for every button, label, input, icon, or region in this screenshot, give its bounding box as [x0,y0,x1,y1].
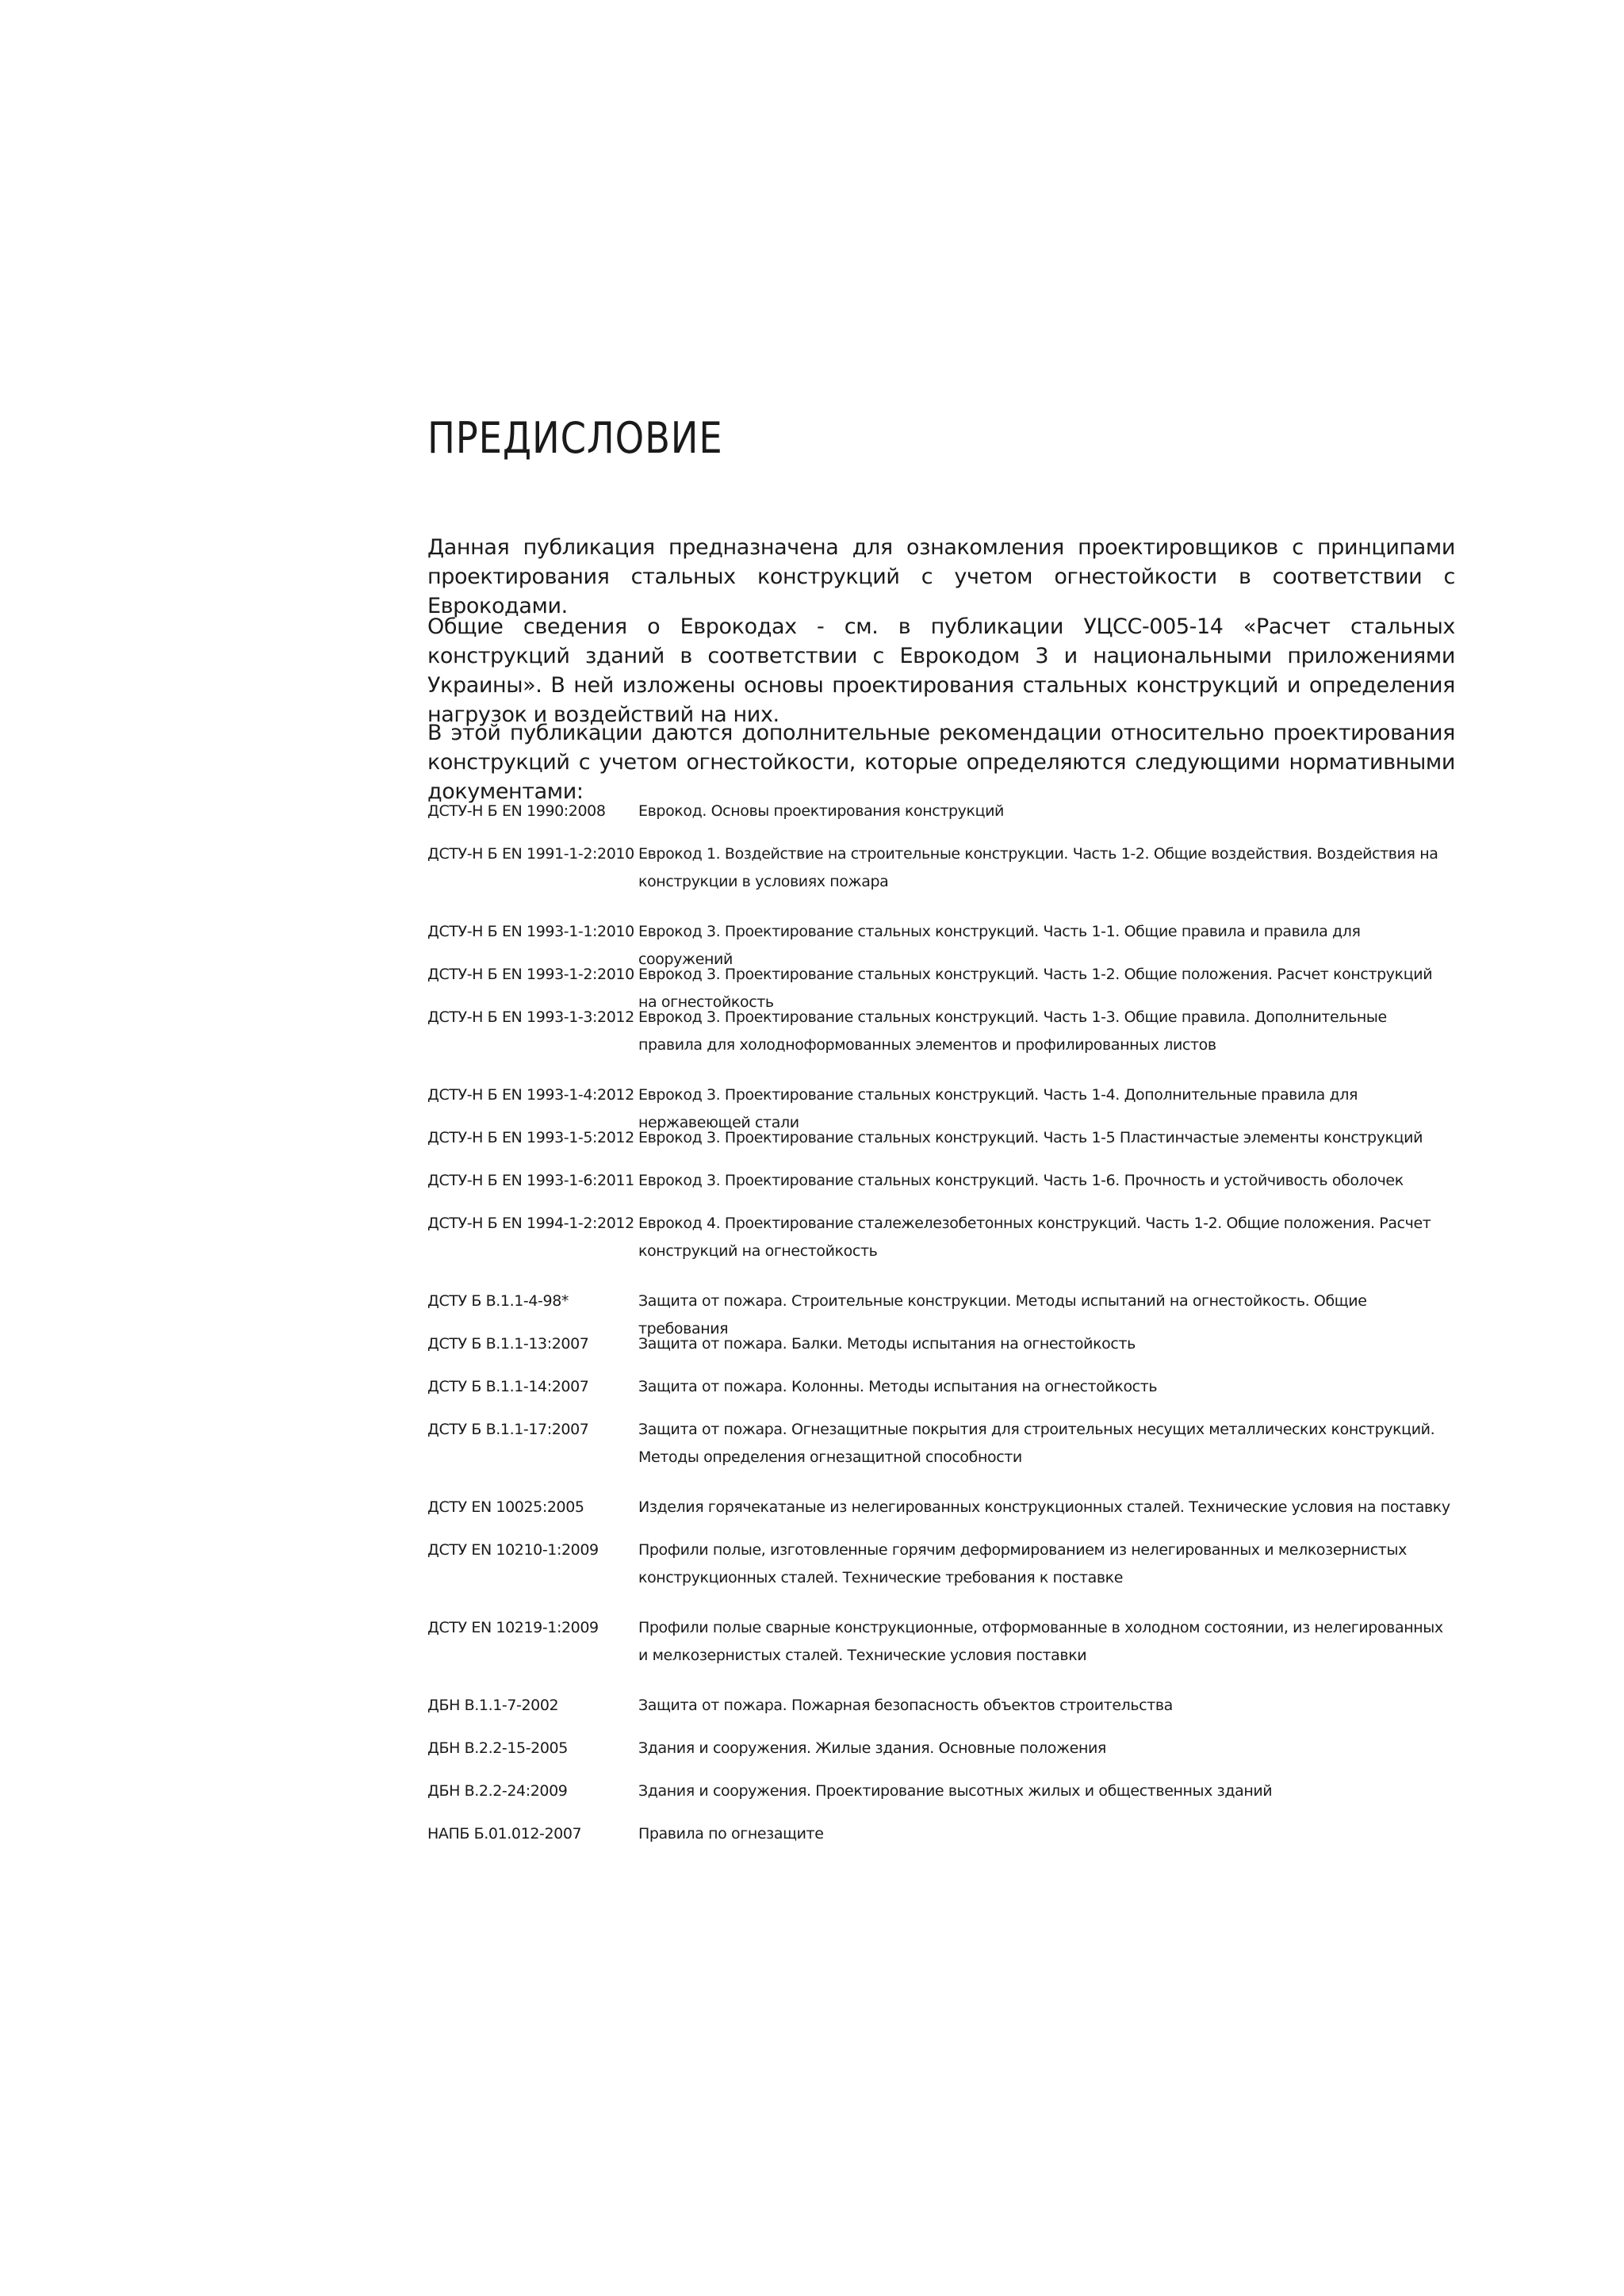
reference-code: ДСТУ Б В.1.1-13:2007 [427,1335,589,1353]
reference-row [427,798,1455,825]
reference-row [427,1373,1455,1401]
reference-code: ДСТУ-Н Б EN 1993-1-6:2011 [427,1172,634,1189]
reference-row [427,1124,1455,1152]
reference-row [427,1210,1455,1265]
reference-code: ДСТУ EN 10210-1:2009 [427,1541,599,1559]
reference-description: Еврокод 3. Проектирование стальных конструкций. Часть 1-1. Общие правила и правила для сооружений [638,923,1361,968]
reference-description: Здания и сооружения. Проектирование высотных жилых и общественных зданий [638,1782,1273,1800]
reference-code: ДСТУ-Н Б EN 1993-1-5:2012 [427,1129,634,1146]
reference-description: Защита от пожара. Огнезащитные покрытия для строительных несущих металлических конструкций. Методы определения огнезащитной способности [638,1421,1435,1466]
reference-code: ДСТУ-Н Б EN 1994-1-2:2012 [427,1215,634,1232]
reference-description: Защита от пожара. Колонны. Методы испытания на огнестойкость [638,1378,1158,1395]
reference-row [427,1494,1455,1521]
intro-paragraph-1: Данная публикация предназначена для ознакомления проектировщиков с принципами проектирования стальных конструкций с учетом огнестойкости в соответствии с Еврокодами. [427,535,1455,618]
intro-paragraph-2: Общие сведения о Еврокодах - см. в публикации УЦСС-005-14 «Расчет стальных конструкций зданий в соответствии с Еврокодом 3 и национальными приложениями Украины». В ней изложены основы проектирования стальных конструкций и определения нагрузок и воздействий на них. [427,614,1455,727]
reference-row [427,1820,1455,1848]
reference-code: ДБН В.2.2-15-2005 [427,1739,568,1757]
reference-description: Еврокод 4. Проектирование сталежелезобетонных конструкций. Часть 1-2. Общие положения. Расчет конструкций на огнестойкость [638,1215,1431,1260]
reference-code: ДСТУ-Н Б EN 1993-1-4:2012 [427,1086,634,1104]
reference-description: Профили полые сварные конструкционные, отформованные в холодном состоянии, из нелегированных и мелкозернистых сталей. Технические условия поставки [638,1619,1443,1664]
reference-code: ДСТУ Б В.1.1-14:2007 [427,1378,589,1395]
reference-row [427,1330,1455,1358]
reference-description: Еврокод. Основы проектирования конструкций [638,802,1004,820]
reference-code: ДСТУ-Н Б EN 1990:2008 [427,802,606,820]
reference-description: Профили полые, изготовленные горячим деформированием из нелегированных и мелкозернистых конструкционных сталей. Технические требования к поставке [638,1541,1407,1586]
reference-code: ДБН В.1.1-7-2002 [427,1697,559,1714]
reference-description: Еврокод 3. Проектирование стальных конструкций. Часть 1-3. Общие правила. Дополнительные правила для холодноформованных элементов и профилированных листов [638,1008,1387,1054]
reference-row [427,1777,1455,1805]
reference-row [427,1692,1455,1720]
reference-code: ДСТУ-Н Б EN 1993-1-2:2010 [427,966,634,983]
reference-row [427,1614,1455,1670]
reference-code: ДСТУ-Н Б EN 1993-1-1:2010 [427,923,634,940]
reference-description: Еврокод 3. Проектирование стальных конструкций. Часть 1-6. Прочность и устойчивость оболочек [638,1172,1404,1189]
reference-row [427,1536,1455,1592]
reference-row [427,1735,1455,1762]
reference-code: ДБН В.2.2-24:2009 [427,1782,568,1800]
intro-paragraph-3: В этой публикации даются дополнительные рекомендации относительно проектирования конструкций с учетом огнестойкости, которые определяются следующими нормативными документами: [427,721,1455,804]
reference-code: НАПБ Б.01.012-2007 [427,1825,582,1843]
reference-description: Еврокод 3. Проектирование стальных конструкций. Часть 1-2. Общие положения. Расчет конструкций на огнестойкость [638,966,1433,1011]
reference-row [427,1167,1455,1195]
reference-row [427,1416,1455,1471]
reference-code: ДСТУ-Н Б EN 1991-1-2:2010 [427,845,634,863]
reference-code: ДСТУ Б В.1.1-4-98* [427,1292,569,1310]
reference-description: Еврокод 3. Проектирование стальных конструкций. Часть 1-5 Пластинчастые элементы конструкций [638,1129,1423,1146]
reference-code: ДСТУ EN 10025:2005 [427,1498,584,1516]
reference-code: ДСТУ-Н Б EN 1993-1-3:2012 [427,1008,634,1026]
reference-description: Защита от пожара. Пожарная безопасность объектов строительства [638,1697,1173,1714]
reference-description: Еврокод 3. Проектирование стальных конструкций. Часть 1-4. Дополнительные правила для нержавеющей стали [638,1086,1358,1131]
reference-code: ДСТУ Б В.1.1-17:2007 [427,1421,589,1438]
reference-row [427,840,1455,896]
reference-description: Изделия горячекатаные из нелегированных конструкционных сталей. Технические условия на поставку [638,1498,1450,1516]
reference-description: Защита от пожара. Строительные конструкции. Методы испытаний на огнестойкость. Общие требования [638,1292,1367,1337]
reference-code: ДСТУ EN 10219-1:2009 [427,1619,599,1636]
page-title: ПРЕДИСЛОВИЕ [427,413,723,463]
reference-row [427,1004,1455,1059]
reference-description: Защита от пожара. Балки. Методы испытания на огнестойкость [638,1335,1136,1353]
reference-description: Здания и сооружения. Жилые здания. Основные положения [638,1739,1106,1757]
reference-description: Правила по огнезащите [638,1825,824,1843]
reference-description: Еврокод 1. Воздействие на строительные конструкции. Часть 1-2. Общие воздействия. Воздействия на конструкции в условиях пожара [638,845,1438,890]
